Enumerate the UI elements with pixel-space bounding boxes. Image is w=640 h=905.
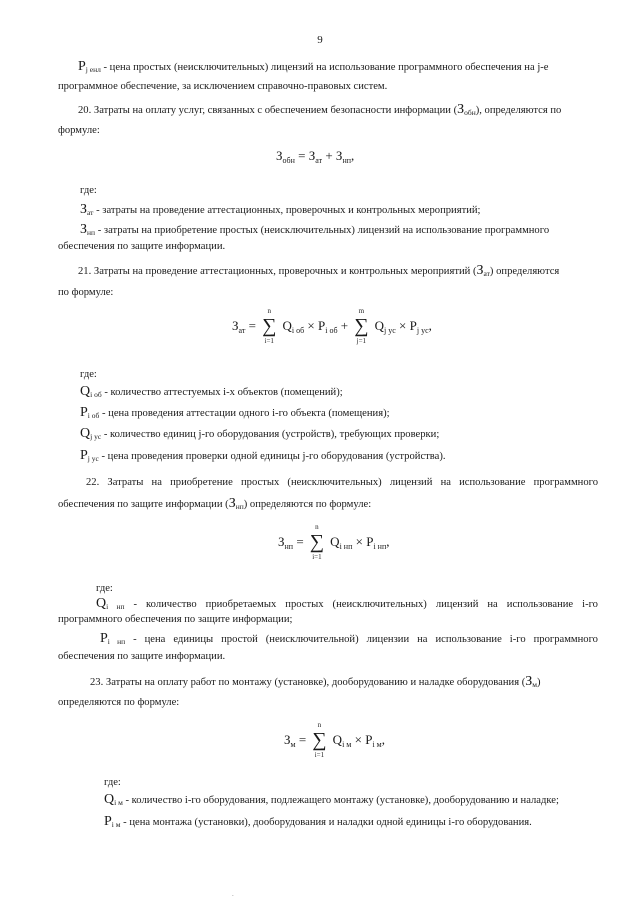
- formula-subscript: нп: [342, 156, 351, 165]
- definition-text: - цена единицы простой (неисключительной) лицензии на использование i-го программного: [133, 634, 598, 645]
- formula-subscript: i нп: [373, 541, 387, 551]
- formula-subscript: j ус: [384, 325, 396, 335]
- formula-symbol: З: [276, 148, 283, 163]
- formula-punctuation: ,: [351, 148, 355, 163]
- symbol: З: [228, 496, 236, 511]
- formula-subscript: i м: [342, 739, 352, 749]
- sigma-glyph: ∑: [309, 531, 325, 553]
- definition-line: [80, 385, 343, 401]
- summation-sign: [309, 523, 325, 561]
- symbol: З: [525, 674, 533, 689]
- formula-22: [278, 523, 390, 561]
- formula-operator: ×: [399, 317, 407, 333]
- formula-23: [284, 721, 385, 759]
- where-label: где:: [80, 185, 97, 196]
- paragraph-line: обеспечения по защите информации.: [58, 651, 226, 662]
- sigma-glyph: ∑: [354, 315, 369, 337]
- definition-line: [80, 406, 390, 422]
- symbol-subscript: j енл: [85, 65, 101, 74]
- definition-text: - количество единиц j-го оборудования (устройств), требующих проверки;: [103, 429, 440, 440]
- section-20-heading: 20. Затраты на оплату услуг, связанных с обеспечением безопасности информации (Зобн), определяются по: [78, 102, 562, 117]
- formula-operator: ×: [354, 731, 362, 747]
- symbol: З: [476, 263, 484, 278]
- summation-lower: i=1: [264, 337, 274, 345]
- paragraph-line: обеспечения по защите информации (Знп) определяются по формуле:: [58, 496, 372, 511]
- definition-text: - цена монтажа (установки), дооборудования и наладки одной единицы i-го оборудования.: [123, 817, 532, 828]
- symbol-subscript: i нп: [107, 637, 126, 646]
- definition-text: - цена проведения проверки одной единицы j-го оборудования (устройства).: [101, 451, 446, 462]
- formula-20: [276, 148, 354, 165]
- paragraph-line: программного обеспечения по защите информации;: [58, 614, 293, 625]
- definition-line: [78, 60, 598, 76]
- symbol-subscript: нп: [235, 502, 244, 511]
- symbol-subscript: обн: [464, 108, 476, 117]
- where-label: где:: [80, 369, 97, 380]
- symbol-subscript: j ус: [87, 454, 99, 463]
- definition-text: - цена простых (неисключительных) лицензий на использование программного обеспечения на j-е: [103, 62, 549, 73]
- formula-subscript: i нп: [339, 541, 353, 551]
- symbol: Q: [96, 596, 107, 611]
- formula-symbol: З: [232, 317, 239, 333]
- symbol-subscript: нп: [87, 228, 96, 237]
- formula-symbol: Q: [282, 317, 292, 333]
- formula-operator: =: [298, 731, 307, 747]
- formula-symbol: З: [278, 533, 285, 549]
- symbol: Q: [80, 384, 91, 399]
- formula-symbol: З: [335, 148, 343, 163]
- formula-operator: +: [325, 148, 333, 163]
- formula-operator: ×: [355, 533, 363, 549]
- section-text: определяются по формуле:: [249, 499, 372, 510]
- symbol-subscript: i об: [87, 411, 100, 420]
- summation-lower: i=1: [312, 553, 322, 561]
- symbol: З: [80, 222, 88, 237]
- sigma-glyph: ∑: [262, 315, 277, 337]
- definition-text: - количество аттестуемых i-х объектов (помещений);: [104, 387, 343, 398]
- formula-symbol: З: [308, 148, 316, 163]
- definition-text: - цена проведения аттестации одного i-го объекта (помещения);: [101, 408, 390, 419]
- symbol-subscript: ат: [87, 208, 94, 217]
- paragraph-line: формуле:: [58, 125, 100, 136]
- paragraph-line: по формуле:: [58, 287, 114, 298]
- formula-operator: =: [248, 317, 256, 333]
- symbol: Q: [104, 792, 115, 807]
- formula-subscript: нп: [284, 541, 294, 551]
- formula-punctuation: ,: [386, 533, 390, 549]
- symbol: P: [100, 631, 108, 646]
- symbol-subscript: м: [532, 680, 538, 689]
- section-text: 23. Затраты на оплату работ по монтажу (установке), дооборудованию и наладке оборудования: [90, 677, 520, 688]
- formula-subscript: обн: [282, 156, 295, 165]
- definition-text: - затраты на приобретение простых (неисключительных) лицензий на использование программного: [97, 225, 550, 236]
- formula-symbol: P: [366, 533, 374, 549]
- section-text: обеспечения по защите информации: [58, 499, 223, 510]
- definition-line: [80, 449, 446, 465]
- symbol-subscript: j ус: [90, 432, 102, 441]
- symbol: З: [80, 202, 88, 217]
- definition-text: - количество приобретаемых простых (неисключительных) лицензий на использование i-го: [133, 599, 598, 610]
- summation-sign: [311, 721, 327, 759]
- summation-upper: m: [358, 307, 365, 315]
- formula-operator: +: [340, 317, 349, 333]
- summation-sign: [353, 307, 369, 345]
- symbol: З: [457, 102, 465, 117]
- section-text: 20. Затраты на оплату услуг, связанных с обеспечением безопасности информации: [78, 105, 451, 116]
- summation-upper: n: [317, 721, 322, 729]
- symbol-subscript: i об: [90, 390, 102, 399]
- paragraph-line: определяются по формуле:: [58, 697, 180, 708]
- where-label: где:: [104, 777, 121, 788]
- symbol: P: [80, 448, 88, 463]
- formula-subscript: i об: [325, 325, 338, 335]
- summation-lower: j=1: [356, 337, 367, 345]
- definition-text: - затраты на проведение аттестационных, проверочных и контрольных мероприятий;: [96, 205, 481, 216]
- formula-21: [232, 307, 432, 345]
- formula-subscript: ат: [238, 325, 246, 335]
- symbol-subscript: ат: [483, 269, 490, 278]
- formula-symbol: Q: [330, 533, 340, 549]
- summation-lower: i=1: [314, 751, 325, 759]
- definition-text: - количество i-го оборудования, подлежащего монтажу (установке), дооборудованию и наладке;: [125, 795, 559, 806]
- definition-line: [80, 203, 481, 219]
- summation-upper: n: [267, 307, 271, 315]
- definition-line: [104, 815, 532, 831]
- formula-symbol: Q: [374, 317, 384, 333]
- formula-subscript: i м: [372, 739, 382, 749]
- paragraph-line: программное обеспечение, за исключением справочно-правовых систем.: [58, 81, 388, 92]
- definition-line: [80, 223, 598, 239]
- formula-symbol: P: [317, 317, 326, 333]
- formula-symbol: З: [284, 731, 291, 747]
- formula-subscript: i об: [291, 325, 305, 335]
- formula-symbol: P: [365, 731, 373, 747]
- section-text: определяются: [496, 266, 560, 277]
- symbol: Q: [80, 426, 91, 441]
- formula-subscript: м: [290, 739, 296, 749]
- section-21-heading: 21. Затраты на проведение аттестационных, проверочных и контрольных мероприятий (Зат) определяются: [78, 263, 560, 278]
- formula-subscript: ат: [315, 156, 323, 165]
- formula-operator: =: [296, 533, 304, 549]
- symbol-subscript: i м: [114, 798, 123, 807]
- summation-upper: n: [315, 523, 319, 531]
- formula-symbol: Q: [332, 731, 343, 747]
- definition-line: [80, 427, 439, 443]
- summation-sign: [261, 307, 277, 345]
- symbol-subscript: i нп: [106, 602, 125, 611]
- formula-punctuation: ,: [428, 317, 432, 333]
- sigma-glyph: ∑: [312, 729, 327, 751]
- page-number: 9: [317, 34, 323, 46]
- symbol: P: [104, 814, 112, 829]
- formula-punctuation: ,: [381, 731, 385, 747]
- paragraph-line: обеспечения по защите информации.: [58, 241, 226, 252]
- definition-line: [96, 597, 598, 613]
- formula-operator: =: [298, 148, 306, 163]
- definition-line: [104, 793, 559, 809]
- footer-mark: .: [232, 890, 234, 898]
- section-22-heading: 22. Затраты на приобретение простых (неисключительных) лицензий на использование программного: [86, 477, 598, 488]
- formula-subscript: j ус: [416, 325, 429, 335]
- symbol-subscript: i м: [111, 820, 121, 829]
- formula-operator: ×: [307, 317, 315, 333]
- section-text: 21. Затраты на проведение аттестационных, проверочных и контрольных мероприятий: [78, 266, 471, 277]
- definition-line: [100, 632, 598, 648]
- symbol: P: [80, 405, 88, 420]
- section-text: , определяются по: [479, 105, 562, 116]
- formula-symbol: P: [409, 317, 417, 333]
- where-label: где:: [96, 583, 113, 594]
- symbol: P: [78, 59, 86, 74]
- section-23-heading: 23. Затраты на оплату работ по монтажу (установке), дооборудованию и наладке оборудования (Зм): [90, 674, 541, 689]
